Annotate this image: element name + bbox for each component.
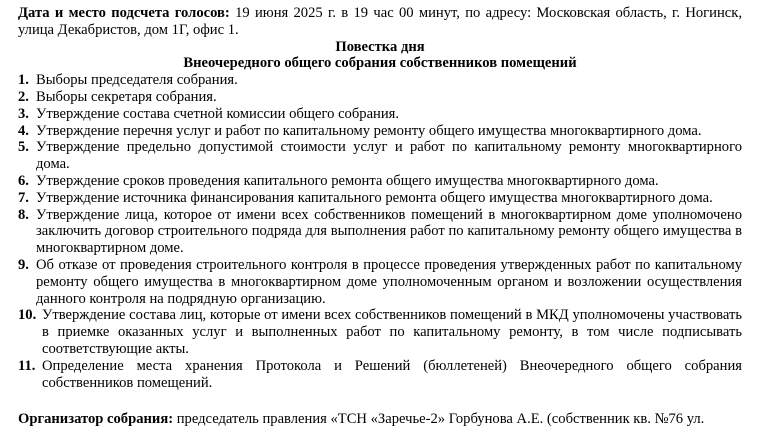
agenda-item-text: Выборы председателя собрания.	[36, 72, 238, 89]
agenda-item-text: Утверждение состава счетной комиссии общего собрания.	[36, 105, 400, 122]
meeting-date-label: Дата и место подсчета голосов:	[18, 5, 230, 21]
agenda-item-text: Утверждение источника финансирования капитального ремонта общего имущества многоквартирного дома.	[36, 189, 713, 206]
agenda-item-text: Об отказе от проведения строительного контроля в процессе проведения утвержденных работ по капитальному ремонту общего имущества в многоквартирном доме уполномоченным органом и возложении осуществления данного контроля на подрядную организацию.	[36, 256, 742, 307]
agenda-item-text: Определение места хранения Протокола и Решений (бюллетеней) Внеочередного общего собрания собственников помещений.	[42, 357, 742, 391]
agenda-item	[18, 89, 742, 106]
agenda-item-number: 1.	[18, 72, 29, 89]
agenda-item	[18, 257, 742, 307]
document-page	[18, 5, 742, 428]
agenda-item-text: Утверждение предельно допустимой стоимости услуг и работ по капитальному ремонту многоквартирного дома.	[36, 139, 742, 173]
agenda-item	[18, 358, 742, 392]
agenda-item-number: 4.	[18, 122, 29, 139]
agenda-item-text: Утверждение сроков проведения капитального ремонта общего имущества многоквартирного дома.	[36, 172, 659, 189]
agenda-item-number: 6.	[18, 172, 29, 189]
agenda-item	[18, 123, 742, 140]
agenda-item	[18, 307, 742, 357]
paragraph-spacer	[18, 391, 742, 411]
organizer-label: Организатор собрания:	[18, 411, 174, 428]
agenda-list	[18, 72, 742, 391]
meeting-date-paragraph	[18, 5, 742, 39]
agenda-item-number: 3.	[18, 105, 29, 122]
agenda-item-number: 9.	[18, 256, 29, 273]
agenda-item	[18, 190, 742, 207]
agenda-subtitle: Внеочередного общего собрания собственников помещений	[183, 55, 577, 72]
agenda-item	[18, 72, 742, 89]
agenda-item-number: 2.	[18, 88, 29, 105]
agenda-item-text: Утверждение перечня услуг и работ по капитальному ремонту общего имущества многоквартирного дома.	[36, 122, 702, 139]
agenda-item-text: Утверждение лица, которое от имени всех собственников помещений в многоквартирном доме уполномочено заключить договор строительного подряда для выполнения работ по капитальному ремонту общего имущества в многоквартирном доме.	[36, 206, 742, 257]
agenda-item-number: 10.	[18, 307, 37, 324]
organizer-paragraph	[18, 411, 742, 428]
agenda-item-number: 7.	[18, 189, 29, 206]
agenda-item-text: Выборы секретаря собрания.	[36, 88, 217, 105]
meeting-date-text: 19 июня 2025 г. в 19 час 00 минут, по адресу: Московская область, г. Ногинск, улица Декабристов, дом 1Г, офис 1.	[18, 5, 742, 38]
agenda-item	[18, 106, 742, 123]
agenda-item-text: Утверждение состава лиц, которые от имени всех собственников помещений в МКД уполномочены участвовать в приемке оказанных услуг и выполненных работ по капитальному ремонту, в том числе подписывать соответствующие акты.	[42, 307, 742, 357]
agenda-item-number: 11.	[18, 357, 36, 374]
agenda-item	[18, 139, 742, 173]
organizer-text: председатель правления «ТСН «Заречье-2» Горбунова А.Е. (собственник кв. №76 ул.	[173, 411, 705, 428]
agenda-item	[18, 173, 742, 190]
agenda-item	[18, 207, 742, 257]
agenda-item-number: 5.	[18, 139, 29, 156]
agenda-item-number: 8.	[18, 206, 29, 223]
agenda-title: Повестка дня	[335, 38, 425, 55]
